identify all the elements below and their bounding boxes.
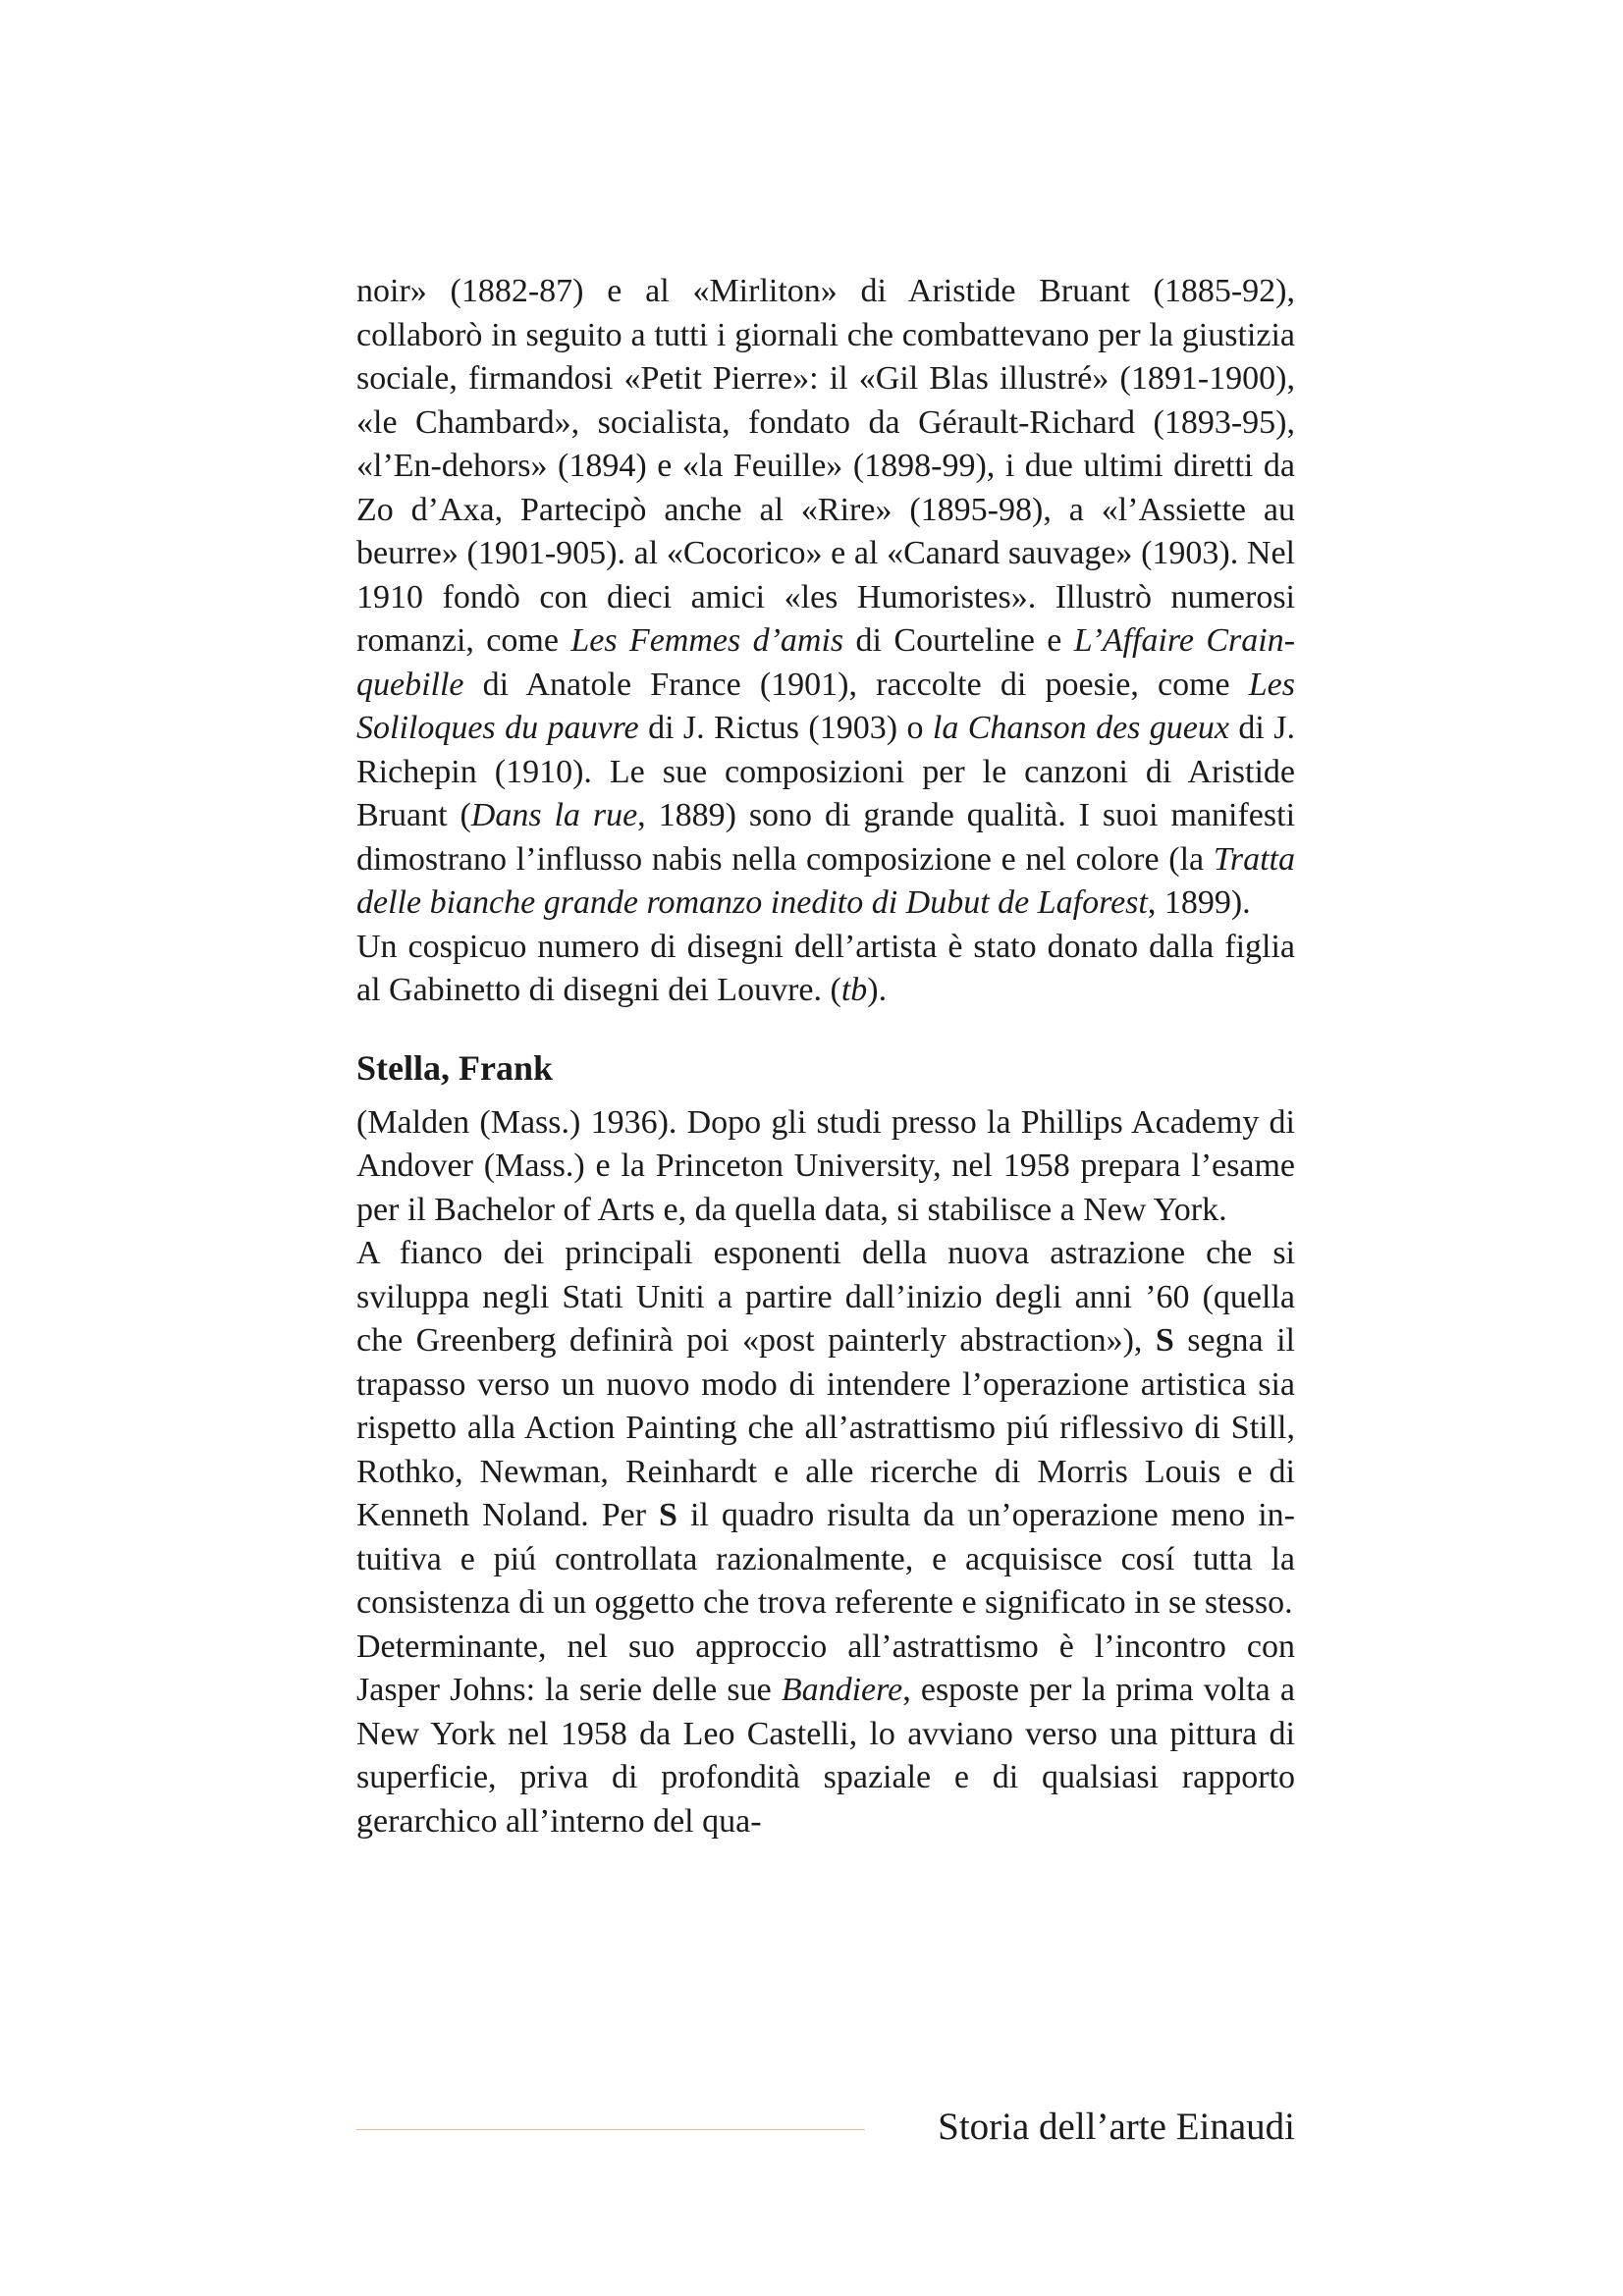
italic-run: tb [840, 972, 868, 1008]
text-run: il quadro risulta da un’operazione meno intuitiva e piú controllata razionalmente, e acquisisce cosí tutta la consistenza di un oggetto che trova referente e significato in se stesso. [356, 1497, 1295, 1621]
text-run: segna il trapasso verso un nuovo modo di intendere l’operazione artistica sia rispetto alla Action Painting che all’astrattismo piú riflessivo di Still, Rothko, Newman, Reinhardt e alle ricerche di Morris Louis e di Kenneth Noland. Per [356, 1322, 1295, 1533]
italic-run: Tratta delle bianche grande romanzo inedito di Dubut de Laforest [356, 840, 1295, 921]
entry-text [356, 1101, 1295, 1844]
italic-run: L’Affaire Crainquebille [356, 622, 1296, 703]
italic-run: Dans la rue [470, 797, 638, 833]
italic-run: Les Soliloques du pauvre [356, 666, 1295, 746]
paragraph [356, 1101, 1295, 1233]
text-run: , 1899). [1147, 884, 1251, 921]
italic-run: la Chanson des gueux [932, 710, 1229, 746]
paragraph [356, 926, 1295, 1013]
text-run: Un cospicuo numero di disegni dell’artista è stato donato dalla figlia al Gabinetto di disegni dei Louvre. ( [356, 928, 1295, 1008]
italic-run: Bandiere [781, 1672, 903, 1708]
page-body [356, 270, 1295, 1843]
italic-run: Les Femmes d’amis [570, 622, 844, 659]
footer-rule [356, 2129, 865, 2130]
page-footer [356, 2098, 1295, 2157]
text-run: di Courteline e [843, 622, 1074, 659]
previous-article-text [356, 270, 1295, 1013]
text-run: (Malden (Mass.) 1936). Dopo gli studi presso la Phillips Academy di Andover (Mass.) e la Princeton University, nel 1958 prepara l’esame per il Bachelor of Arts e, da quella data, si stabilisce a New York. [356, 1103, 1295, 1228]
entry-title: Stella, Frank [356, 1047, 554, 1088]
paragraph [356, 270, 1295, 926]
text-run: di Anatole France (1901), raccolte di poesie, come [463, 666, 1249, 703]
text-run: di J. Rictus (1903) o [638, 710, 933, 746]
paragraph [356, 1232, 1295, 1626]
bold-run: S [1155, 1322, 1174, 1359]
footer-label: Storia dell’arte Einaudi [938, 2106, 1295, 2148]
text-run: Determinante, nel suo approccio all’astrattismo è l’incontro con Jasper Johns: la serie delle sue [356, 1628, 1295, 1708]
text-run: noir» (1882-87) e al «Mirliton» di Aristide Bruant (1885-92), collaborò in seguito a tutti i giornali che combattevano per la giustizia sociale, firmandosi «Petit Pierre»: il «Gil Blas illustré» (1891-1900), «le Chambard», socialista, fondato da Gérault-Richard (1893-95), «l’En-dehors» (1894) e «la Feuille» (1898-99), i due ultimi diretti da Zo d’Axa, Partecipò anche al «Rire» (1895-98), a «l’Assiette au beurre» (1901-905). al «Cocorico» e al «Canard sauvage» (1903). Nel 1910 fondò con dieci amici «les Humoristes». Illustrò numerosi romanzi, come [356, 273, 1295, 659]
paragraph [356, 1626, 1295, 1844]
bold-run: S [659, 1497, 677, 1533]
text-run: ). [867, 972, 888, 1008]
text-run: , esposte per la prima volta a New York nel 1958 da Leo Castelli, lo avviano verso una pittura di superficie, priva di profondità spaziale e di qualsiasi rapporto gerarchico all’interno del qua- [356, 1672, 1295, 1840]
text-run: , 1889) sono di grande qualità. I suoi manifesti dimostrano l’influsso nabis nella composizione e nel colore (la [356, 797, 1296, 878]
text-run: di J. Richepin (1910). Le sue composizioni per le canzoni di Aristide Bruant ( [356, 710, 1296, 833]
text-run: A fianco dei principali esponenti della nuova astrazione che si sviluppa negli Stati Uniti a partire dall’inizio degli anni ’60 (quella che Greenberg definirà poi «post painterly abstraction»), [356, 1235, 1295, 1359]
